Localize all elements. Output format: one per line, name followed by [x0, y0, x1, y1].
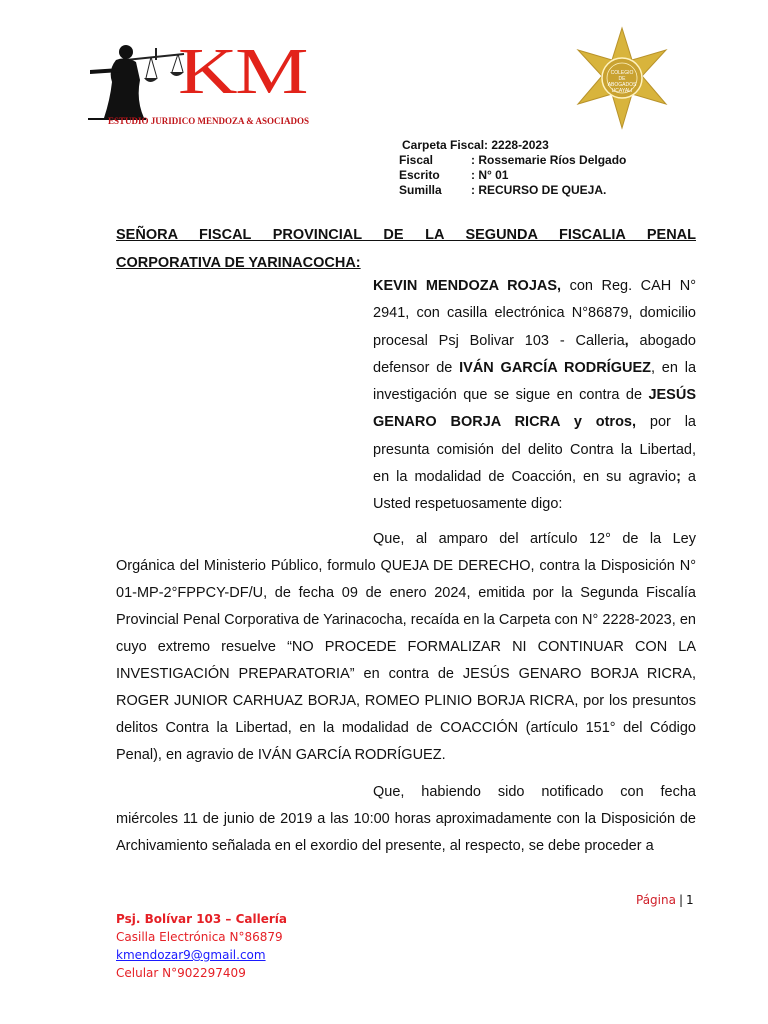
- page-number: Página | 1: [636, 893, 694, 907]
- case-row-sumilla: Sumilla : RECURSO DE QUEJA.: [399, 183, 607, 197]
- addressee-line-2: CORPORATIVA DE YARINACOCHA:: [116, 255, 361, 271]
- footer-email-link[interactable]: kmendozar9@gmail.com: [116, 948, 266, 962]
- case-row-fiscal: Fiscal : Rossemarie Ríos Delgado: [399, 153, 627, 167]
- case-info: [399, 138, 626, 198]
- footer-contact: [116, 910, 287, 982]
- body-paragraph-2: Que, habiendo sido notificado con fecha miércoles 11 de junio de 2019 a las 10:00 horas aproximadamente con la Disposición de Archivamiento señalada en el exordio del presente, al respecto, se debe proceder a: [116, 784, 696, 854]
- footer-casilla: Casilla Electrónica N°86879: [116, 930, 283, 944]
- intro-paragraph: KEVIN MENDOZA ROJAS, con Reg. CAH N° 2941, con casilla electrónica N°86879, domicilio procesal Psj Bolivar 103 - Calleria, abogado defensor de IVÁN GARCÍA RODRÍGUEZ, en la investigación que se sigue en contra de JESÚS GENARO BORJA RICRA y otros, por la presunta comisión del delito Contra la Libertad, en la modalidad de Coacción, en su agravio; a Usted respetuosamente digo:: [373, 278, 697, 513]
- body-paragraph-1: Que, al amparo del artículo 12° de la Ley Orgánica del Ministerio Público, formulo QUEJA DE DERECHO, contra la Disposición N° 01-MP-2°FPPCY-DF/U, de fecha 09 de enero 2024, emitida por la Segunda Fiscalía Provincial Penal Corporativa de Yarinacocha, recaída en la Carpeta con N° 2228-2023, en cuyo extremo resuelve “NO PROCEDE FORMALIZAR NI CONTINUAR CON LA INVESTIGACIÓN PREPARATORIA” en contra de JESÚS GENARO BORJA RICRA, ROGER JUNIOR CARHUAZ BORJA, ROMEO PLINIO BORJA RICRA, por los presuntos delitos Contra la Libertad, en la modalidad de COACCIÓN (artículo 151° del Código Penal), en agravio de IVÁN GARCÍA RODRÍGUEZ.: [116, 531, 696, 763]
- footer-address: Psj. Bolívar 103 – Callería: [116, 912, 288, 926]
- seal-text: COLEGIO DE ABOGADOS UCAYALI: [607, 70, 637, 94]
- addressee-heading: [116, 221, 696, 277]
- addressee-line-1: SEÑORA FISCAL PROVINCIAL DE LA SEGUNDA FISCALIA PENAL: [116, 227, 696, 243]
- carpeta-fiscal: Carpeta Fiscal: 2228-2023: [402, 138, 549, 152]
- firm-monogram: KM: [178, 35, 306, 108]
- firm-logo: [86, 35, 341, 130]
- bar-association-seal: [574, 26, 670, 130]
- case-row-escrito: Escrito : N° 01: [399, 168, 509, 182]
- firm-name: ESTUDIO JURIDICO MENDOZA & ASOCIADOS: [108, 116, 310, 126]
- lady-justice-icon: [86, 40, 186, 120]
- footer-phone: Celular N°902297409: [116, 966, 246, 980]
